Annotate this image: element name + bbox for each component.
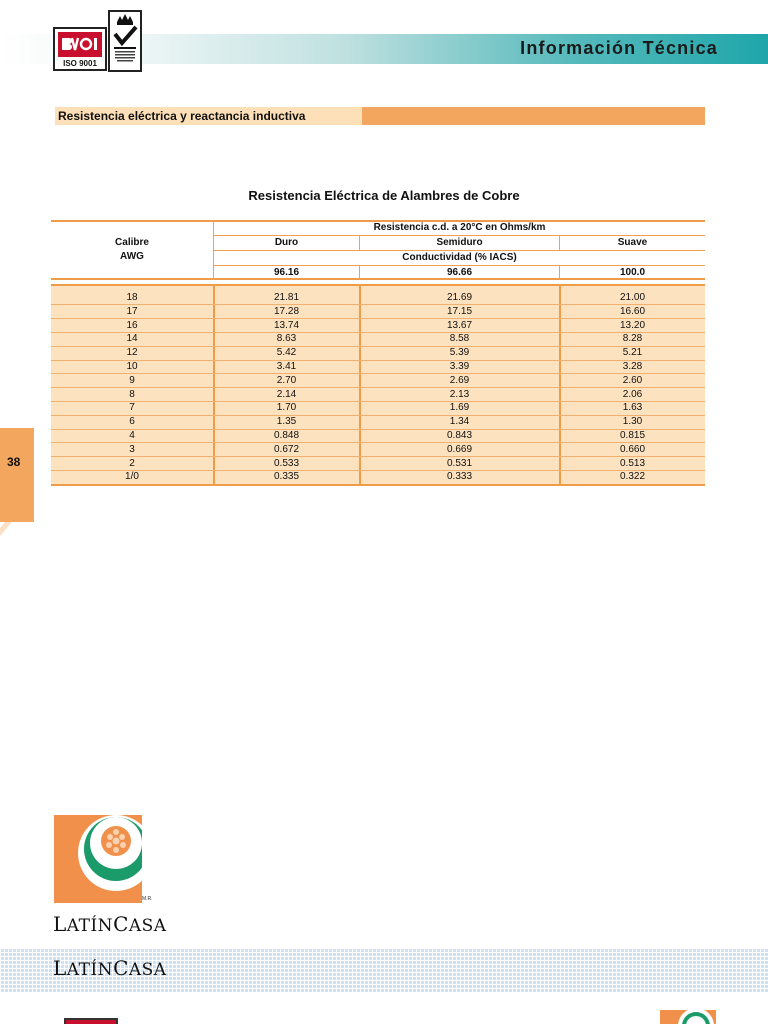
cell-suave: 1.63 — [622, 402, 643, 414]
conductivity-suave: 100.0 — [619, 267, 646, 278]
latincasa-cable-logo — [54, 815, 149, 905]
cell-gauge: 18 — [126, 292, 138, 303]
cell-gauge: 9 — [129, 374, 135, 386]
table-body — [51, 286, 705, 484]
cell-semiduro: 0.333 — [446, 471, 473, 483]
cell-duro: 1.35 — [276, 416, 297, 428]
bvqi-logo — [53, 27, 107, 71]
table-body-bottom-rule — [51, 484, 705, 486]
cell-semiduro: 1.69 — [449, 402, 470, 414]
cell-suave: 3.28 — [622, 361, 643, 372]
table-title: Resistencia Eléctrica de Alambres de Cobre — [248, 188, 520, 203]
cell-duro: 1.70 — [276, 402, 297, 414]
cell-suave: 2.06 — [622, 388, 643, 400]
cell-gauge: 6 — [129, 416, 135, 428]
row-separator — [51, 318, 705, 319]
cell-suave: 0.513 — [619, 457, 646, 469]
cell-semiduro: 0.843 — [446, 430, 473, 441]
cell-gauge: 17 — [126, 305, 138, 317]
cell-semiduro: 8.58 — [449, 333, 470, 345]
cell-suave: 21.00 — [619, 292, 646, 303]
cell-duro: 5.42 — [276, 347, 297, 359]
cell-semiduro: 2.69 — [449, 374, 470, 386]
cell-suave: 13.20 — [619, 319, 646, 331]
cell-duro: 2.70 — [276, 374, 297, 386]
cell-suave: 0.815 — [619, 430, 646, 441]
footer-brand-logo-fragment — [660, 1006, 716, 1024]
table-row — [51, 360, 705, 374]
cell-gauge: 14 — [126, 333, 138, 345]
row-separator — [51, 429, 705, 430]
table-row — [51, 470, 705, 484]
header-semiduro: Semiduro — [436, 237, 483, 248]
cell-duro: 0.533 — [273, 457, 300, 469]
cell-semiduro: 13.67 — [446, 319, 473, 331]
row-separator — [51, 332, 705, 333]
table-row — [51, 332, 705, 346]
row-separator — [51, 415, 705, 416]
table-row — [51, 319, 705, 333]
table-row — [51, 305, 705, 319]
cell-duro: 17.28 — [273, 305, 300, 317]
cell-gauge: 12 — [126, 347, 138, 359]
row-separator — [51, 304, 705, 305]
page-number-tab — [0, 428, 34, 522]
page-number: 38 — [7, 455, 21, 469]
cell-gauge: 3 — [129, 443, 135, 455]
row-separator — [51, 360, 705, 361]
row-separator — [51, 401, 705, 402]
cell-suave: 2.60 — [622, 374, 643, 386]
cell-duro: 13.74 — [273, 319, 300, 331]
cell-duro: 21.81 — [273, 292, 300, 303]
cell-gauge: 8 — [129, 388, 135, 400]
header-calibre: Calibre — [115, 237, 149, 248]
cell-suave: 0.660 — [619, 443, 646, 455]
row-separator — [51, 442, 705, 443]
header-duro: Duro — [274, 237, 299, 248]
cell-semiduro: 3.39 — [449, 361, 470, 372]
cell-semiduro: 0.531 — [446, 457, 473, 469]
section-heading: Resistencia eléctrica y reactancia inductiva — [58, 109, 306, 123]
footer-cert-logo-fragment — [64, 1018, 118, 1024]
cell-suave: 8.28 — [622, 333, 643, 345]
cell-semiduro: 17.15 — [446, 305, 473, 317]
iso-9001-label: ISO 9001 — [63, 59, 97, 68]
conductivity-semiduro: 96.66 — [446, 267, 473, 278]
brand-wordmark: LATÍNCASA — [53, 912, 167, 936]
page-header-title: Información Técnica — [520, 38, 718, 58]
cell-duro: 0.848 — [273, 430, 300, 441]
table-row — [51, 457, 705, 471]
cell-duro: 0.672 — [273, 443, 300, 455]
table-row — [51, 415, 705, 429]
table-row — [51, 443, 705, 457]
cell-gauge: 4 — [129, 430, 135, 441]
cell-suave: 0.322 — [619, 471, 646, 483]
header-conductivity: Conductividad (% IACS) — [402, 252, 517, 263]
header-suave: Suave — [617, 237, 648, 248]
cell-semiduro: 2.13 — [449, 388, 470, 400]
cell-gauge: 16 — [126, 319, 138, 331]
cell-duro: 2.14 — [276, 388, 297, 400]
row-separator — [51, 387, 705, 388]
cell-gauge: 1/0 — [125, 471, 139, 483]
table-header — [51, 220, 705, 280]
row-separator — [51, 373, 705, 374]
table-row — [51, 374, 705, 388]
cell-duro: 3.41 — [276, 361, 297, 372]
cell-duro: 8.63 — [276, 333, 297, 345]
bvqi-lettering-icon — [58, 32, 102, 57]
bvqi-red-block — [58, 32, 102, 57]
cell-semiduro: 5.39 — [449, 347, 470, 359]
cell-semiduro: 0.669 — [446, 443, 473, 455]
crown-check-icon — [108, 10, 142, 72]
row-separator — [51, 346, 705, 347]
table-row — [51, 388, 705, 402]
table-row — [51, 429, 705, 443]
header-resistance-group: Resistencia c.d. a 20°C en Ohms/km — [373, 222, 546, 233]
cell-gauge: 10 — [126, 361, 138, 372]
header-awg: AWG — [120, 251, 144, 262]
row-separator — [51, 456, 705, 457]
table-row — [51, 291, 705, 305]
conductivity-duro: 96.16 — [273, 267, 300, 278]
cell-suave: 16.60 — [619, 305, 646, 317]
cell-semiduro: 1.34 — [449, 416, 470, 428]
cell-gauge: 7 — [129, 402, 135, 414]
cell-duro: 0.335 — [273, 471, 300, 483]
table-row — [51, 346, 705, 360]
cell-gauge: 2 — [129, 457, 135, 469]
cell-semiduro: 21.69 — [446, 292, 473, 303]
cell-suave: 1.30 — [622, 416, 643, 428]
footer-brand-wordmark: LATÍNCASA — [53, 956, 167, 980]
trademark-mark: M.R. — [142, 896, 153, 902]
cell-suave: 5.21 — [622, 347, 643, 359]
table-row — [51, 401, 705, 415]
row-separator — [51, 470, 705, 471]
